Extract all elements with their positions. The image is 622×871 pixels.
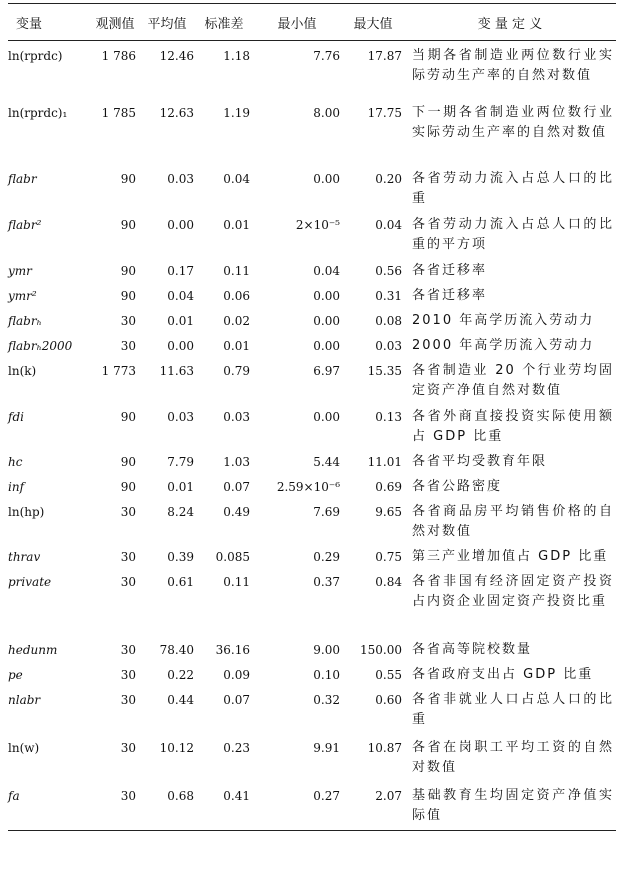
- max-cell: 15.35: [367, 363, 402, 378]
- definition-cell: 基础教育生均固定资产净值实际值: [404, 781, 616, 831]
- std-dev-cell: 0.085: [215, 549, 250, 564]
- std-dev-cell: 0.79: [223, 363, 250, 378]
- max-cell: 0.56: [375, 263, 402, 278]
- std-dev-cell: 0.03: [223, 409, 250, 424]
- observations-cell: 30: [120, 642, 136, 657]
- min-cell: 9.00: [313, 642, 340, 657]
- min-cell: 0.29: [313, 549, 340, 564]
- min-cell: 0.00: [313, 338, 340, 353]
- variable-cell: pe: [8, 667, 23, 682]
- variable-cell: inf: [8, 479, 25, 494]
- variable-cell: ln(rprdc): [8, 49, 63, 63]
- definition-cell: 各省劳动力流入占总人口的比重: [412, 170, 614, 206]
- table-row: [8, 497, 616, 542]
- definition-cell: 各省迁移率: [412, 287, 488, 303]
- definition-cell: 2010 年高学历流入劳动力: [412, 312, 595, 328]
- table-body: [8, 41, 616, 831]
- table-row: [8, 635, 616, 660]
- mean-cell: 12.46: [159, 49, 194, 63]
- observations-cell: 1 773: [101, 363, 136, 378]
- observations-cell: 90: [120, 171, 136, 186]
- variable-cell: fdi: [8, 409, 24, 424]
- observations-cell: 90: [120, 288, 136, 303]
- std-dev-cell: 0.23: [223, 740, 250, 755]
- min-cell: 0.00: [313, 171, 340, 186]
- max-cell: 10.87: [367, 740, 402, 755]
- std-dev-cell: 0.01: [223, 217, 250, 232]
- mean-cell: 7.79: [167, 454, 194, 469]
- max-cell: 17.75: [367, 105, 402, 120]
- variable-cell: nlabr: [8, 692, 41, 707]
- variable-cell: flabrₕ2000: [8, 338, 73, 353]
- mean-cell: 0.03: [167, 171, 194, 186]
- std-dev-cell: 0.07: [223, 479, 250, 494]
- std-dev-cell: 0.09: [223, 667, 250, 682]
- table-row: [8, 98, 616, 164]
- definition-cell: 2000 年高学历流入劳动力: [412, 337, 595, 353]
- table-row: [8, 447, 616, 472]
- observations-cell: 30: [120, 549, 136, 564]
- mean-cell: 0.01: [167, 479, 194, 494]
- variable-cell: hedunm: [8, 642, 58, 657]
- std-dev-cell: 0.11: [223, 263, 250, 278]
- max-cell: 0.03: [375, 338, 402, 353]
- mean-cell: 0.01: [167, 313, 194, 328]
- header-max: 最大值: [342, 4, 404, 41]
- std-dev-cell: 0.11: [223, 574, 250, 589]
- header-definition: 变 量 定 义: [404, 4, 616, 41]
- std-dev-cell: 36.16: [215, 642, 250, 657]
- mean-cell: 0.04: [167, 288, 194, 303]
- header-observations: 观测值: [92, 4, 138, 41]
- observations-cell: 30: [120, 338, 136, 353]
- mean-cell: 0.00: [167, 217, 194, 232]
- observations-cell: 30: [120, 667, 136, 682]
- table-row: [8, 210, 616, 256]
- table-row: [8, 256, 616, 281]
- variable-cell: private: [8, 574, 52, 589]
- std-dev-cell: 0.01: [223, 338, 250, 353]
- table-row: [8, 164, 616, 210]
- table-row: [8, 542, 616, 567]
- min-cell: 0.27: [252, 781, 342, 831]
- min-cell: 0.10: [313, 667, 340, 682]
- min-cell: 0.00: [313, 313, 340, 328]
- min-cell: 9.91: [313, 740, 340, 755]
- max-cell: 17.87: [367, 49, 402, 63]
- std-dev-cell: 1.03: [223, 454, 250, 469]
- variable-cell: hc: [8, 454, 23, 469]
- min-cell: 0.32: [313, 692, 340, 707]
- std-dev-cell: 0.41: [196, 781, 252, 831]
- max-cell: 0.13: [375, 409, 402, 424]
- table-row: [8, 306, 616, 331]
- header-row: [8, 4, 616, 41]
- std-dev-cell: 1.19: [223, 105, 250, 120]
- mean-cell: 11.63: [159, 363, 194, 378]
- definition-cell: 各省在岗职工平均工资的自然对数值: [412, 739, 614, 775]
- variable-cell: fa: [8, 781, 92, 831]
- min-cell: 2.59×10⁻⁶: [276, 479, 340, 494]
- table-row: [8, 567, 616, 635]
- mean-cell: 0.39: [167, 549, 194, 564]
- definition-cell: 各省非就业人口占总人口的比重: [412, 691, 614, 727]
- mean-cell: 0.44: [167, 692, 194, 707]
- observations-cell: 90: [120, 263, 136, 278]
- variable-cell: ln(rprdc)₁: [8, 105, 68, 120]
- mean-cell: 0.00: [167, 338, 194, 353]
- std-dev-cell: 1.18: [223, 49, 250, 63]
- header-std-dev: 标准差: [196, 4, 252, 41]
- variable-cell: flabrₕ: [8, 313, 42, 328]
- max-cell: 0.31: [375, 288, 402, 303]
- min-cell: 8.00: [313, 105, 340, 120]
- descriptive-statistics-table: [8, 3, 616, 831]
- definition-cell: 各省劳动力流入占总人口的比重的平方项: [412, 216, 614, 252]
- std-dev-cell: 0.04: [223, 171, 250, 186]
- definition-cell: 各省高等院校数量: [412, 641, 533, 657]
- observations-cell: 90: [120, 454, 136, 469]
- min-cell: 0.00: [313, 288, 340, 303]
- table-row: [8, 402, 616, 447]
- observations-cell: 90: [120, 479, 136, 494]
- observations-cell: 30: [120, 740, 136, 755]
- min-cell: 0.37: [313, 574, 340, 589]
- variable-cell: flabr²: [8, 217, 42, 232]
- definition-cell: 各省公路密度: [412, 478, 503, 494]
- table-row: [8, 660, 616, 685]
- definition-cell: 各省平均受教育年限: [412, 453, 548, 469]
- std-dev-cell: 0.06: [223, 288, 250, 303]
- max-cell: 9.65: [375, 504, 402, 519]
- definition-cell: 第三产业增加值占 GDP 比重: [412, 548, 609, 564]
- max-cell: 0.04: [375, 217, 402, 232]
- table-row: [8, 281, 616, 306]
- observations-cell: 30: [120, 574, 136, 589]
- variable-cell: ymr: [8, 263, 32, 278]
- observations-cell: 30: [120, 692, 136, 707]
- std-dev-cell: 0.49: [223, 504, 250, 519]
- max-cell: 150.00: [360, 642, 402, 657]
- table-row: [8, 331, 616, 356]
- max-cell: 0.20: [375, 171, 402, 186]
- header-mean: 平均值: [138, 4, 196, 41]
- min-cell: 7.69: [313, 504, 340, 519]
- max-cell: 0.69: [375, 479, 402, 494]
- max-cell: 0.75: [375, 549, 402, 564]
- table-row: [8, 41, 616, 98]
- max-cell: 11.01: [367, 454, 402, 469]
- max-cell: 0.84: [375, 574, 402, 589]
- mean-cell: 10.12: [159, 740, 194, 755]
- max-cell: 2.07: [342, 781, 404, 831]
- variable-cell: ln(k): [8, 363, 37, 378]
- table-row: [8, 733, 616, 781]
- std-dev-cell: 0.07: [223, 692, 250, 707]
- definition-cell: 各省政府支出占 GDP 比重: [412, 666, 594, 682]
- definition-cell: 当期各省制造业两位数行业实际劳动生产率的自然对数值: [412, 48, 614, 83]
- mean-cell: 0.61: [167, 574, 194, 589]
- variable-cell: flabr: [8, 171, 37, 186]
- definition-cell: 各省制造业 20 个行业劳均固定资产净值自然对数值: [412, 362, 614, 398]
- variable-cell: ln(hp): [8, 504, 45, 519]
- observations-cell: 1 786: [101, 49, 136, 63]
- variable-cell: ymr²: [8, 288, 37, 303]
- header-min: 最小值: [252, 4, 342, 41]
- max-cell: 0.60: [375, 692, 402, 707]
- mean-cell: 0.22: [167, 667, 194, 682]
- min-cell: 0.00: [313, 409, 340, 424]
- mean-cell: 12.63: [159, 105, 194, 120]
- observations-cell: 30: [120, 504, 136, 519]
- observations-cell: 90: [120, 217, 136, 232]
- header-variable: 变量: [8, 4, 92, 41]
- mean-cell: 8.24: [167, 504, 194, 519]
- max-cell: 0.08: [375, 313, 402, 328]
- table-row: [8, 356, 616, 402]
- mean-cell: 0.17: [167, 263, 194, 278]
- observations-cell: 30: [120, 313, 136, 328]
- definition-cell: 各省外商直接投资实际使用额占 GDP 比重: [412, 408, 614, 444]
- definition-cell: 各省迁移率: [412, 262, 488, 278]
- std-dev-cell: 0.02: [223, 313, 250, 328]
- observations-cell: 30: [92, 781, 138, 831]
- min-cell: 6.97: [313, 363, 340, 378]
- max-cell: 0.55: [375, 667, 402, 682]
- mean-cell: 78.40: [159, 642, 194, 657]
- table-row: [8, 685, 616, 733]
- observations-cell: 1 785: [101, 105, 136, 120]
- min-cell: 2×10⁻⁵: [295, 217, 340, 232]
- variable-cell: thrav: [8, 549, 41, 564]
- definition-cell: 下一期各省制造业两位数行业实际劳动生产率的自然对数值: [412, 104, 614, 140]
- definition-cell: 各省非国有经济固定资产投资占内资企业固定资产投资比重: [412, 573, 614, 609]
- variable-cell: ln(w): [8, 740, 40, 755]
- min-cell: 5.44: [313, 454, 340, 469]
- min-cell: 0.04: [313, 263, 340, 278]
- definition-cell: 各省商品房平均销售价格的自然对数值: [412, 503, 614, 539]
- mean-cell: 0.03: [167, 409, 194, 424]
- table-row: [8, 781, 616, 831]
- table-row: [8, 472, 616, 497]
- mean-cell: 0.68: [138, 781, 196, 831]
- observations-cell: 90: [120, 409, 136, 424]
- min-cell: 7.76: [313, 49, 340, 63]
